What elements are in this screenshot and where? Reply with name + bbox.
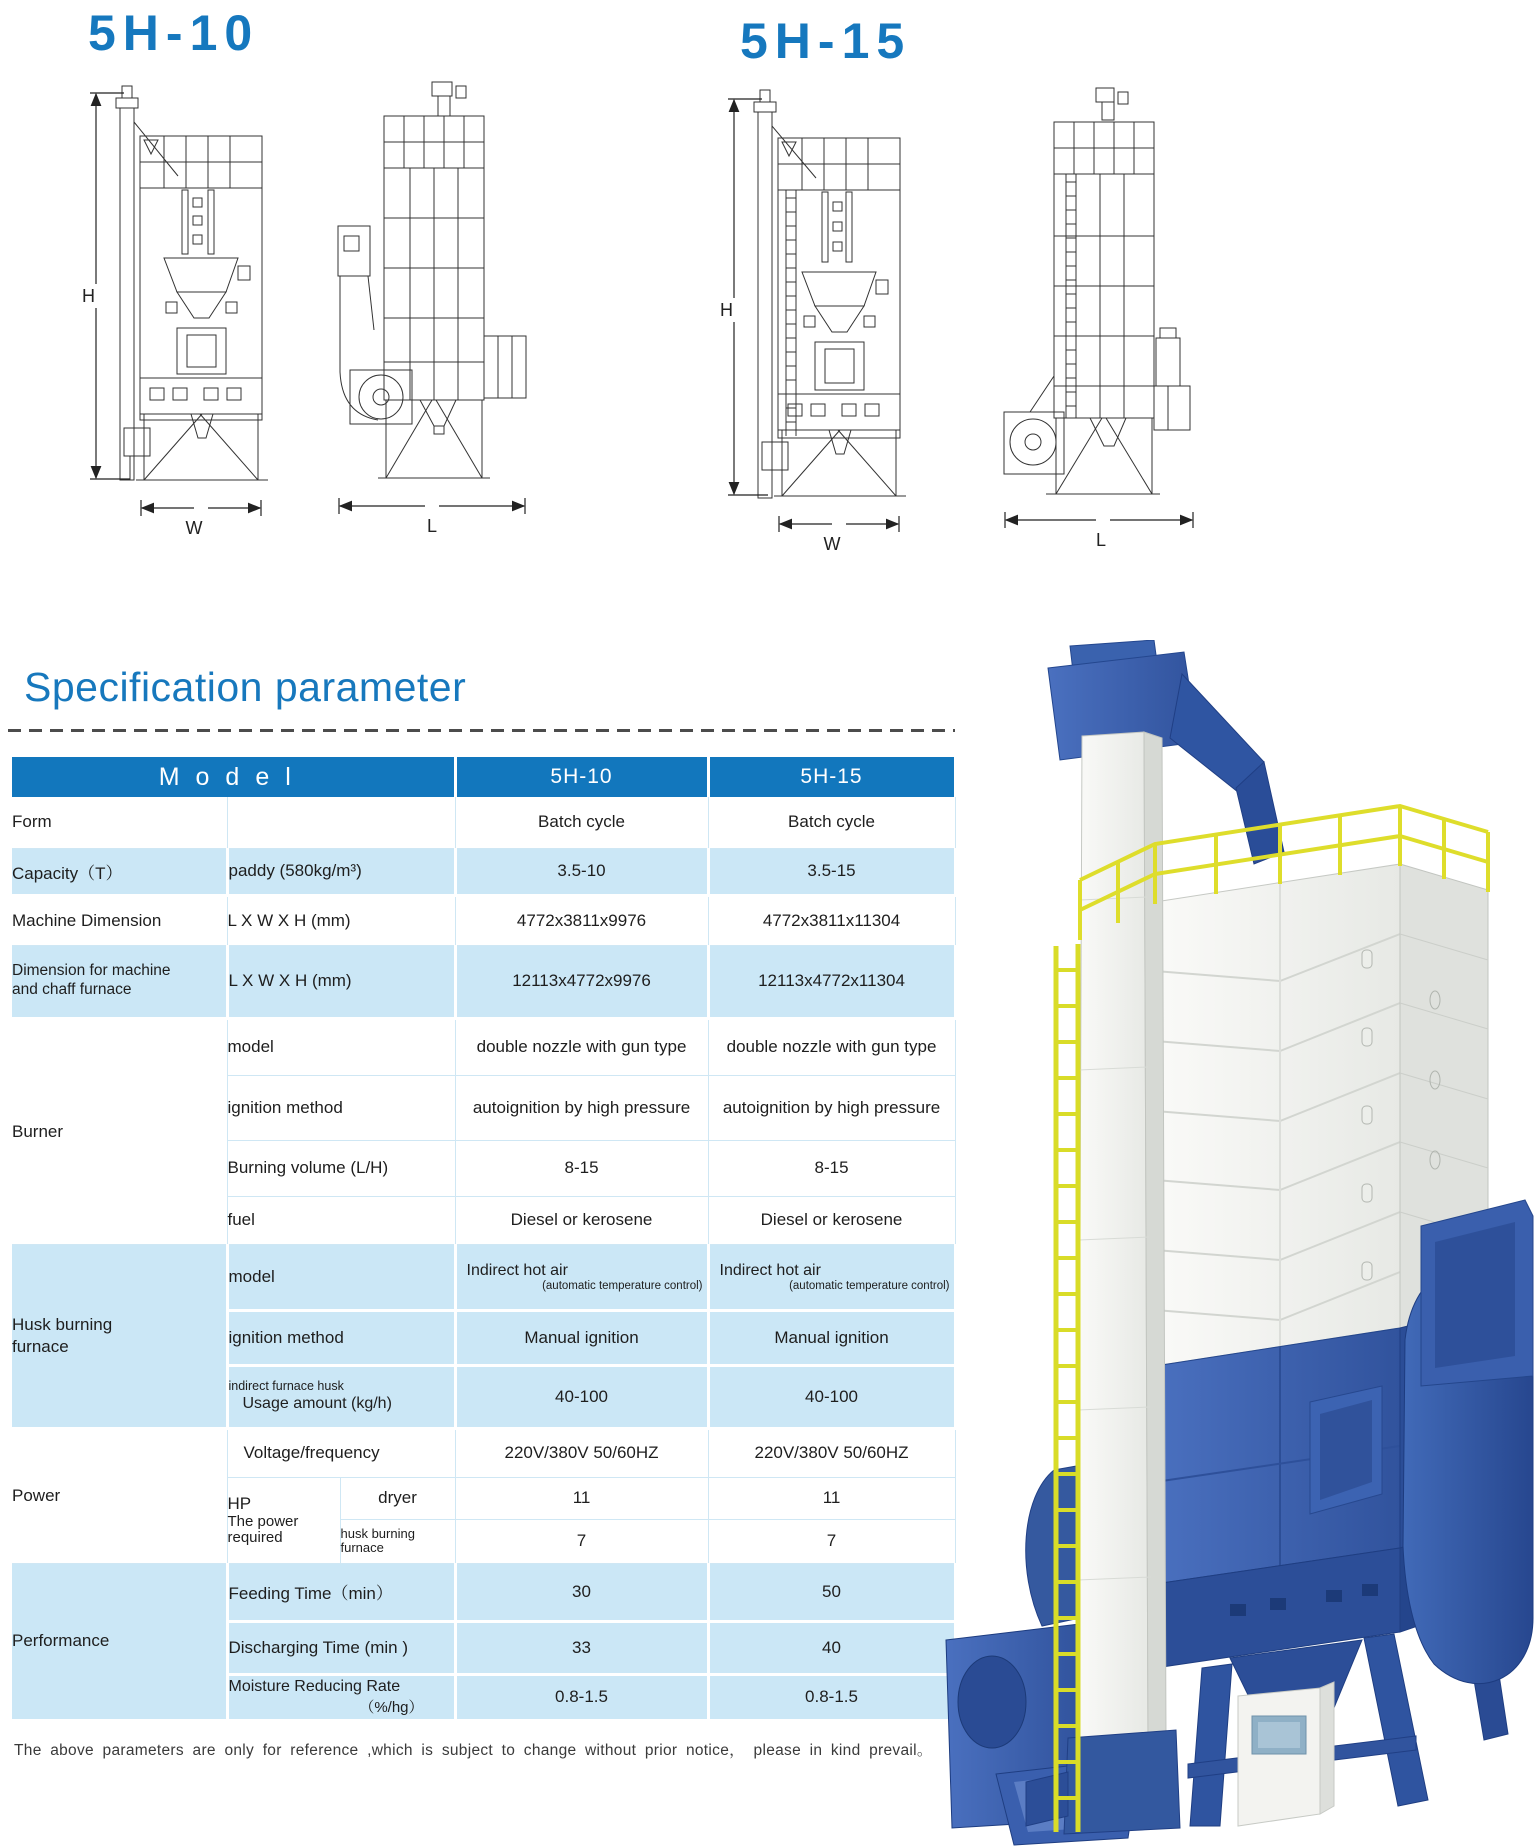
- dimension-chaff-label: [12, 945, 227, 1018]
- fuel-value-5h15: Diesel or kerosene: [708, 1196, 955, 1244]
- header-model: Model: [12, 757, 455, 797]
- row-burner-model: [12, 1018, 955, 1075]
- husk-furnace-label-line2: furnace: [12, 1336, 69, 1356]
- husk-model-value-5h10: [455, 1244, 708, 1310]
- h-label: H: [82, 286, 95, 306]
- husk-model-line1: Indirect hot air: [719, 1261, 821, 1279]
- burner-model-value-5h10: double nozzle with gun type: [455, 1018, 708, 1075]
- row-capacity: [12, 848, 955, 895]
- section-title: Specification parameter: [24, 664, 467, 710]
- feeding-param: Feeding Time（min）: [227, 1563, 455, 1621]
- h-label: H: [720, 300, 733, 320]
- hp-husk-param: [340, 1519, 455, 1563]
- machine-dimension-value-5h15: 4772x3811x11304: [708, 895, 955, 945]
- footer-note: The above parameters are only for reference ,which is subject to change without prior notice， please in kind prevail。: [14, 1742, 933, 1759]
- dimension-h-5h10: [82, 93, 130, 479]
- drawing-5h15-front-view: [754, 90, 906, 498]
- burning-volume-value-5h10: 8-15: [455, 1140, 708, 1196]
- dimension-chaff-value-5h10: 12113x4772x9976: [455, 945, 708, 1018]
- hp-line3: required: [227, 1529, 283, 1546]
- w-label: W: [185, 518, 203, 538]
- moisture-value-5h10: 0.8-1.5: [455, 1674, 708, 1720]
- burner-ignition-value-5h10: autoignition by high pressure: [455, 1075, 708, 1140]
- dryer-value-5h10: 11: [455, 1477, 708, 1519]
- fuel-value-5h10: Diesel or kerosene: [455, 1196, 708, 1244]
- husk-usage-param-line1: indirect furnace husk: [228, 1379, 344, 1394]
- machine-dimension-param: L X W X H (mm): [227, 895, 455, 945]
- husk-usage-value-5h10: 40-100: [455, 1365, 708, 1428]
- feeding-value-5h10: 30: [455, 1563, 708, 1621]
- machine-dimension-value-5h10: 4772x3811x9976: [455, 895, 708, 945]
- dimension-chaff-value-5h15: 12113x4772x11304: [708, 945, 955, 1018]
- fuel-param: fuel: [227, 1196, 455, 1244]
- hp-husk-value-5h10: 7: [455, 1519, 708, 1563]
- table-header-row: [12, 757, 955, 797]
- l-label: L: [426, 516, 438, 536]
- performance-group-label: Performance: [12, 1563, 227, 1720]
- husk-usage-param: [227, 1365, 455, 1428]
- form-value-5h10: Batch cycle: [455, 797, 708, 848]
- husk-model-line1: Indirect hot air: [466, 1261, 568, 1279]
- voltage-param: Voltage/frequency: [227, 1428, 455, 1477]
- moisture-param-line2: （%/hg）: [359, 1698, 424, 1716]
- model-title-5h10: 5H-10: [88, 5, 260, 61]
- elevator-boot: [1064, 1730, 1180, 1834]
- burner-group-label: Burner: [12, 1018, 227, 1244]
- control-cabinet: [1238, 1682, 1334, 1826]
- burner-model-value-5h15: double nozzle with gun type: [708, 1018, 955, 1075]
- form-value-5h15: Batch cycle: [708, 797, 955, 848]
- hp-husk-param-line1: husk burning: [340, 1525, 415, 1541]
- husk-ignition-value-5h10: Manual ignition: [455, 1310, 708, 1365]
- row-machine-dimension: [12, 895, 955, 945]
- dryer-value-5h15: 11: [708, 1477, 955, 1519]
- drawing-5h10-front-view: [116, 86, 268, 480]
- hp-husk-param-line2: furnace: [340, 1540, 384, 1555]
- burning-volume-value-5h15: 8-15: [708, 1140, 955, 1196]
- row-form: [12, 797, 955, 848]
- right-duct: [1403, 1200, 1533, 1684]
- technical-drawing-5h10: [80, 78, 570, 598]
- l-label: L: [1095, 530, 1107, 550]
- husk-model-param: model: [227, 1244, 455, 1310]
- husk-ignition-param: ignition method: [227, 1310, 455, 1365]
- discharging-value-5h15: 40: [708, 1621, 955, 1674]
- capacity-param: paddy (580kg/m³): [227, 848, 455, 895]
- dimension-h-5h15: [720, 99, 768, 495]
- form-label: Form: [12, 797, 227, 848]
- row-dimension-chaff: [12, 945, 955, 1018]
- dimension-w-5h10: [141, 500, 261, 538]
- husk-usage-value-5h15: 40-100: [708, 1365, 955, 1428]
- husk-ignition-value-5h15: Manual ignition: [708, 1310, 955, 1365]
- burner-ignition-value-5h15: autoignition by high pressure: [708, 1075, 955, 1140]
- row-voltage: [12, 1428, 955, 1477]
- header-5h10: 5H-10: [455, 757, 708, 797]
- spec-table: [12, 757, 957, 1722]
- w-label: W: [823, 534, 841, 554]
- drawing-5h15-side-view: [1004, 88, 1190, 494]
- burning-volume-param: Burning volume (L/H): [227, 1140, 455, 1196]
- capacity-label: Capacity（T）: [12, 848, 227, 895]
- voltage-value-5h15: 220V/380V 50/60HZ: [708, 1428, 955, 1477]
- row-husk-model: [12, 1244, 955, 1310]
- dryer-param: dryer: [340, 1477, 455, 1519]
- husk-model-line2: (automatic temperature control): [542, 1279, 703, 1292]
- form-param-empty: [227, 797, 455, 848]
- hp-line2: The power: [227, 1512, 299, 1530]
- capacity-value-5h15: 3.5-15: [708, 848, 955, 895]
- model-title-5h15: 5H-15: [740, 13, 912, 69]
- capacity-value-5h10: 3.5-10: [455, 848, 708, 895]
- moisture-param-line1: Moisture Reducing Rate: [228, 1677, 401, 1695]
- dimension-chaff-label-line1: Dimension for machine: [12, 962, 171, 980]
- moisture-param: [227, 1674, 455, 1720]
- dimension-l-5h10: [339, 498, 525, 536]
- dimension-l-5h15: [1005, 512, 1193, 550]
- technical-drawing-5h15: [718, 86, 1238, 616]
- machine-dimension-label: Machine Dimension: [12, 895, 227, 945]
- discharging-param: Discharging Time (min ): [227, 1621, 455, 1674]
- power-group-label: Power: [12, 1428, 227, 1563]
- hp-power-required-label: [227, 1477, 340, 1563]
- dimension-chaff-param: L X W X H (mm): [227, 945, 455, 1018]
- husk-usage-param-line2: Usage amount (kg/h): [242, 1394, 392, 1412]
- hp-husk-value-5h15: 7: [708, 1519, 955, 1563]
- burner-ignition-param: ignition method: [227, 1075, 455, 1140]
- husk-model-value-5h15: [708, 1244, 955, 1310]
- husk-furnace-label-line1: Husk burning: [12, 1315, 113, 1335]
- voltage-value-5h10: 220V/380V 50/60HZ: [455, 1428, 708, 1477]
- hp-line1: HP: [227, 1493, 252, 1513]
- husk-model-line2: (automatic temperature control): [789, 1279, 950, 1292]
- discharging-value-5h10: 33: [455, 1621, 708, 1674]
- header-5h15: 5H-15: [708, 757, 955, 797]
- burner-model-param: model: [227, 1018, 455, 1075]
- husk-furnace-group-label: [12, 1244, 227, 1428]
- product-render: [930, 640, 1536, 1846]
- dimension-w-5h15: [779, 516, 899, 554]
- row-feeding-time: [12, 1563, 955, 1621]
- moisture-value-5h15: 0.8-1.5: [708, 1674, 955, 1720]
- drawing-5h10-side-view: [338, 82, 526, 478]
- dimension-chaff-label-line2: and chaff furnace: [12, 981, 132, 998]
- feeding-value-5h15: 50: [708, 1563, 955, 1621]
- dashed-divider: [8, 729, 955, 732]
